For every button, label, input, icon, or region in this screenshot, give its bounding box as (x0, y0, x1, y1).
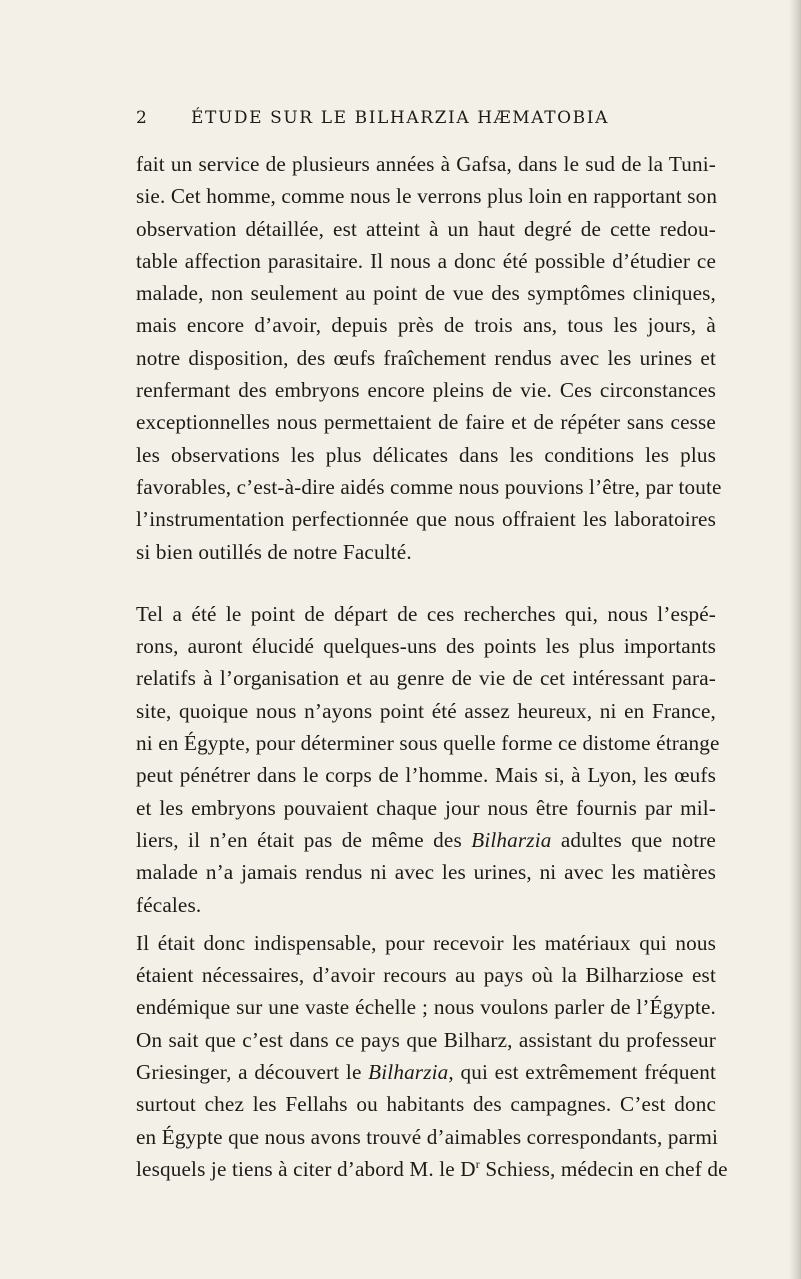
text-fragment: lesquels je tiens à citer d’abord M. le D (136, 1156, 476, 1181)
text-line: peut pénétrer dans le corps de l’homme. Mais si, à Lyon, les œufs (136, 763, 716, 788)
body-text (136, 148, 728, 1185)
text-line: fait un service de plusieurs années à Gafsa, dans le sud de la Tuni- (136, 152, 716, 176)
text-line: observation détaillée, est atteint à un haut degré de cette redou- (136, 216, 716, 241)
text-line: en Égypte que nous avons trouvé d’aimables correspondants, parmi (136, 1124, 719, 1149)
text-line: table affection parasitaire. Il nous a donc été possible d’étudier ce (136, 248, 716, 273)
text-line: et les embryons pouvaient chaque jour nous être fournis par mil- (136, 795, 716, 820)
text-line: On sait que c’est dans ce pays que Bilharz, assistant du professeur (136, 1027, 716, 1052)
italic-term: Bilharzia (368, 1060, 449, 1085)
text-line: si bien outillés de notre Faculté. (136, 539, 412, 564)
text-line: sie. Cet homme, comme nous le verrons plus loin en rapportant son (136, 184, 718, 209)
text-line-with-italic (136, 1056, 716, 1088)
paragraph-spacing (136, 568, 716, 598)
text-fragment: adultes que notre (551, 827, 716, 852)
text-line: fécales. (136, 892, 202, 917)
text-line: notre disposition, des œufs fraîchement rendus avec les urines et (136, 345, 716, 370)
text-line: surtout chez les Fellahs ou habitants des campagnes. C’est donc (136, 1092, 716, 1117)
paragraph-1 (136, 148, 722, 568)
text-line: ni en Égypte, pour déterminer sous quelle forme ce distome étrange (136, 731, 720, 756)
text-line: site, quoique nous n’ayons point été assez heureux, ni en France, (136, 698, 716, 723)
text-line: mais encore d’avoir, depuis près de trois ans, tous les jours, à (136, 313, 716, 338)
text-line: malade, non seulement au point de vue des symptômes cliniques, (136, 281, 716, 306)
text-line-with-italic (136, 824, 716, 856)
superscript: r (475, 1156, 480, 1171)
text-fragment: Schiess, médecin en chef de (479, 1156, 728, 1181)
running-title: ÉTUDE SUR LE BILHARZIA HÆMATOBIA (191, 108, 609, 128)
text-line: renfermant des embryons encore pleins de vie. Ces circonstances (136, 378, 716, 403)
text-line: malade n’a jamais rendus ni avec les urines, ni avec les matières (136, 860, 716, 885)
text-line: rons, auront élucidé quelques-uns des points les plus importants (136, 634, 716, 659)
page-header (136, 108, 696, 130)
text-line: endémique sur une vaste échelle ; nous voulons parler de l’Égypte. (136, 995, 716, 1020)
text-line: les observations les plus délicates dans les conditions les plus (136, 442, 716, 467)
text-fragment: liers, il n’en était pas de même des (136, 827, 462, 852)
text-line: l’instrumentation perfectionnée que nous offraient les laboratoires (136, 507, 716, 532)
paragraph-3 (136, 927, 728, 1185)
text-line: étaient nécessaires, d’avoir recours au pays où la Bilharziose est (136, 963, 716, 988)
page-number: 2 (136, 108, 148, 128)
text-line: Tel a été le point de départ de ces recherches qui, nous l’espé- (136, 601, 716, 626)
text-fragment: , qui est extrêmement fréquent (448, 1060, 716, 1085)
text-line: Il était donc indispensable, pour recevoir les matériaux qui nous (136, 930, 716, 955)
text-line: relatifs à l’organisation et au genre de vie de cet intéressant para- (136, 666, 716, 691)
text-line: favorables, c’est-à-dire aidés comme nous pouvions l’être, par toute (136, 474, 722, 499)
text-fragment: Griesinger, a découvert le (136, 1060, 369, 1085)
page-edge-shadow (789, 0, 801, 1279)
text-line: exceptionnelles nous permettaient de faire et de répéter sans cesse (136, 410, 716, 435)
paragraph-2 (136, 598, 720, 921)
text-line-with-superscript (136, 1153, 728, 1185)
italic-term: Bilharzia (471, 827, 552, 852)
